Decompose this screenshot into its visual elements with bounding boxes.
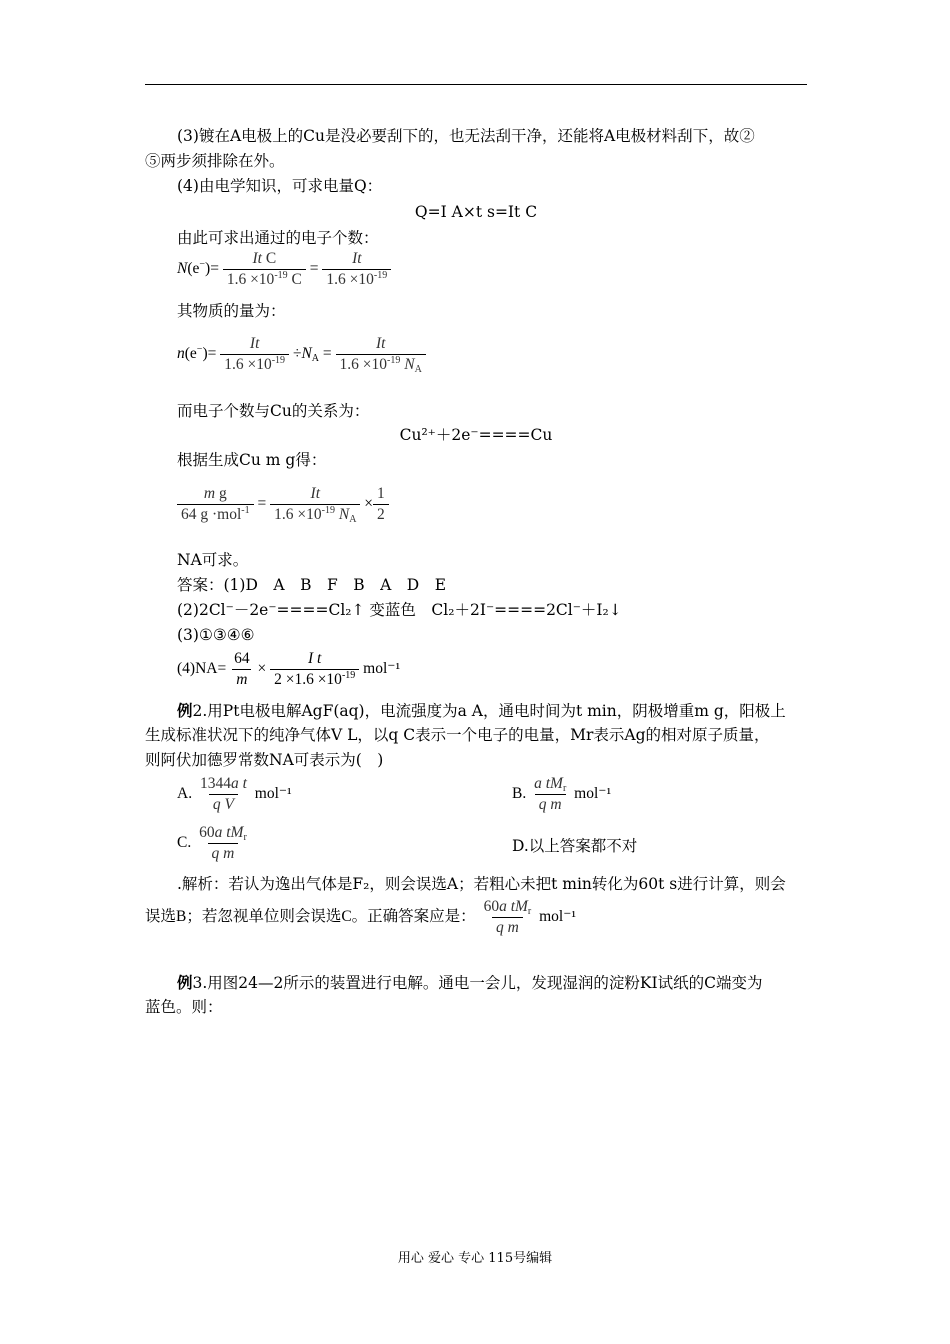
option-a: A. $\frac{\text{1344a t}}{\text{q V}}$ mol⁻¹ bbox=[177, 775, 292, 813]
page-footer: 用心 爱心 专心 115号编辑 bbox=[397, 1251, 553, 1266]
equation-electron-count: N(e−)= $\frac{\text{It C}}{1.6 \times 10^{-19} C}$ = $\frac{It}{1.6 \times 10^{-19}}$ bbox=[177, 250, 391, 289]
answer-4: (4)NA= $\frac{64}{m}$ × $\frac{\text{I t}}{2 \times 1.6 \times 10^{-19}}$ mol⁻¹ bbox=[177, 650, 401, 688]
answer-1: 答案：(1)D A B F B A D E bbox=[177, 576, 447, 594]
paragraph-3-cont: ⑤两步须排除在外。 bbox=[145, 152, 285, 170]
solution-line-2: 误选B；若忽视单位则会误选C。正确答案应是： $\frac{60a tM_r}{\text{q m}}$ mol⁻¹ bbox=[145, 898, 577, 936]
paragraph-9: NA可求。 bbox=[177, 551, 249, 569]
paragraph-6: 其物质的量为： bbox=[177, 302, 286, 320]
equation-mass: $\frac{\text{m g}}{64 g \cdot mol^{-1}}$ = $\frac{It}{1.6 \times 10^{-19} N_A}$ × $\frac{1}{2}$ bbox=[177, 485, 389, 524]
paragraph-4: (4)由电学知识，可求电量Q： bbox=[177, 177, 383, 195]
solution-line-1: .解析：若认为逸出气体是F₂，则会误选A；若粗心未把t min转化为60t s进行计算，则会 bbox=[177, 875, 786, 893]
example-2-line-3: 则阿伏加德罗常数NA可表示为( ) bbox=[145, 751, 384, 769]
answer-2: (2)2Cl⁻－2e⁻====Cl₂↑ 变蓝色 Cl₂＋2I⁻====2Cl⁻＋I₂↓ bbox=[177, 601, 622, 619]
option-b: B. $\frac{a tM_r}{\text{q m}}$ mol⁻¹ bbox=[512, 775, 612, 813]
paragraph-5: 由此可求出通过的电子个数： bbox=[177, 229, 379, 247]
option-c: C. $\frac{60a tM_r}{\text{q m}}$ bbox=[177, 824, 247, 862]
example-3-line-1: 例3.用图24—2所示的装置进行电解。通电一会儿，发现湿润的淀粉KI试纸的C端变为 bbox=[177, 973, 763, 992]
equation-electron-moles: n(e−)= $\frac{It}{1.6 \times 10^{-19}}$ $\div N_A$ = $\frac{It}{1.6 \times 10^{-19} N_A}$ bbox=[177, 335, 426, 374]
equation-q: Q=I A×t s=It C bbox=[414, 203, 538, 221]
header-rule bbox=[145, 84, 807, 85]
option-d: D.以上答案都不对 bbox=[512, 837, 638, 855]
example-3-line-2: 蓝色。则： bbox=[145, 998, 223, 1016]
paragraph-3: (3)镀在A电极上的Cu是没必要刮下的，也无法刮干净，还能将A电极材料刮下，故② bbox=[177, 127, 755, 145]
answer-3: (3)①③④⑥ bbox=[177, 626, 255, 644]
example-2-line-2: 生成标准状况下的纯净气体V L，以q C表示一个电子的电量，Mr表示Ag的相对原子质量， bbox=[145, 726, 770, 744]
equation-cu: Cu²⁺＋2e⁻====Cu bbox=[399, 426, 553, 444]
example-2-line-1: 例2.用Pt电极电解AgF(aq)，电流强度为a A，通电时间为t min，阴极增重m g，阳极上 bbox=[177, 701, 786, 720]
paragraph-7: 而电子个数与Cu的关系为： bbox=[177, 402, 370, 420]
paragraph-8: 根据生成Cu m g得： bbox=[177, 451, 327, 469]
